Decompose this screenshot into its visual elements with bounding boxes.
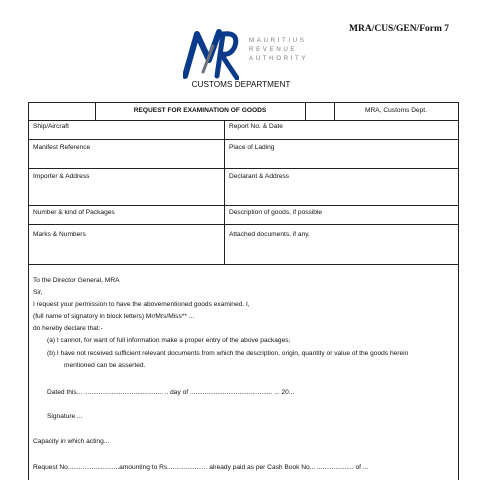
logo-text-line1: MAURITIUS [249,37,307,44]
request-number-line: Request No............................amounting to Rs...................... already paid as per Cash Book No... .................... of ... [33,464,369,471]
letter-addressee: To the Director General, MRA [33,277,120,284]
field-description: Description of goods, if possible [229,209,323,216]
table-border-top [28,102,459,103]
divider [28,264,459,265]
office-label: MRA, Customs Dept. [365,107,427,114]
divider [305,102,306,120]
divider [28,168,459,169]
divider [28,224,459,225]
form-code: MRA/CUS/GEN/Form 7 [349,24,450,34]
divider [28,205,459,206]
capacity-line: Capacity in which acting... [33,438,110,445]
table-border-left [28,102,29,480]
letter-salutation: Sir, [33,289,43,296]
letter-request: I request your permission to have the abovementioned goods examined. I, [33,301,250,308]
divider [28,120,459,121]
divider [28,139,459,140]
field-declarant: Declarant & Address [229,173,290,180]
dated-line: Dated this... ........................................... .. day of ............................................. ... 20... [47,389,295,396]
field-attached-documents: Attached documents, if any. [229,231,310,238]
logo-text-line2: REVENUE [249,46,298,53]
signature-line: Signature ... [47,413,83,420]
declaration-item-b-continued: mentioned can be asserted. [64,362,146,369]
field-importer: Importer & Address [33,173,90,180]
field-place-of-lading: Place of Lading [229,144,275,151]
logo-text-line3: AUTHORITY [249,55,309,62]
field-manifest-reference: Manifest Reference [33,144,91,151]
divider [224,120,225,264]
department-title: CUSTOMS DEPARTMENT [191,80,291,89]
field-report-no: Report No. & Date [229,123,283,130]
declaration-item-a: (a) I cannot, for want of full information make a proper entry of the above packages; [47,337,291,344]
field-ship-aircraft: Ship/Aircraft [33,123,69,130]
mra-logo [183,26,239,80]
letter-declare: do hereby declare that:- [33,325,103,332]
letter-signatory: (full name of signatory in block letters) Mr/Mrs/Miss** ... [33,313,195,320]
declaration-item-b: (b) I have not received sufficient relevant documents from which the description, origin, quantity or value of the goods herein [47,350,409,357]
field-packages: Number & kind of Packages [33,209,115,216]
field-marks-numbers: Marks & Numbers [33,231,86,238]
form-title: REQUEST FOR EXAMINATION OF GOODS [133,107,267,114]
table-border-right [458,102,459,480]
